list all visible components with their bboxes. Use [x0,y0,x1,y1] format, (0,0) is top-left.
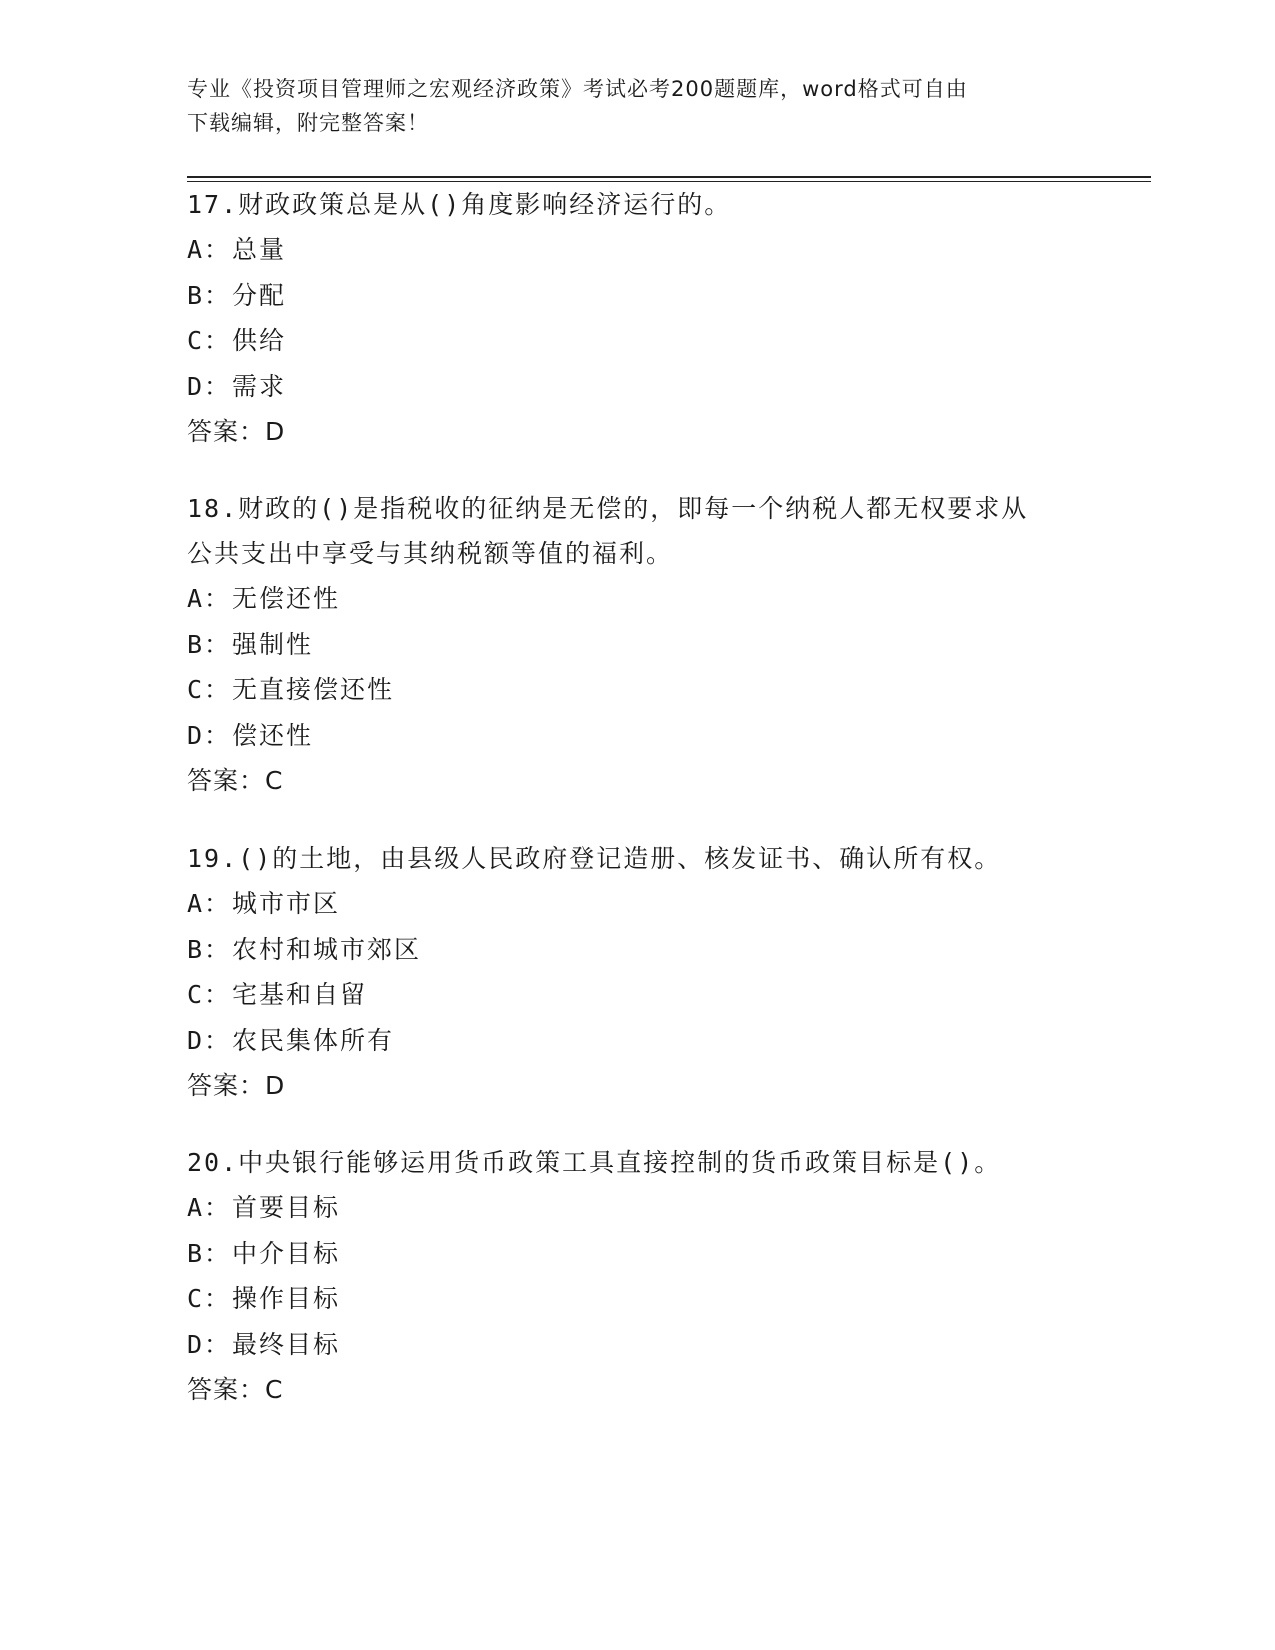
option-a [187,881,1087,927]
question-19 [187,836,1087,1109]
option-key: C： [187,326,232,355]
question-stem: 20.中央银行能够运用货币政策工具直接控制的货币政策目标是()。 [187,1148,1002,1177]
answer: 答案：C [187,766,284,795]
option-key: D： [187,371,232,401]
option-key: B： [187,629,232,659]
header-line-2: 下载编辑，附完整答案！ [187,111,429,135]
option-key: A： [187,584,232,613]
option-key: B： [187,280,232,310]
question-stem: 17.财政政策总是从()角度影响经济运行的。 [187,190,732,219]
option-d [187,364,1087,410]
option-a [187,227,1087,273]
option-key: B： [187,934,232,964]
option-key: A： [187,1193,232,1222]
option-a [187,1185,1087,1231]
option-text: 首要目标 [232,1193,341,1222]
option-a [187,576,1087,622]
option-d [187,713,1087,759]
option-text: 强制性 [232,629,314,659]
option-text: 总量 [232,235,287,264]
option-c [187,1276,1087,1322]
option-key: A： [187,889,232,918]
option-text: 最终目标 [232,1329,341,1359]
option-b [187,927,1087,973]
option-key: A： [187,235,232,264]
option-b [187,1231,1087,1277]
option-key: C： [187,1284,232,1313]
option-c [187,318,1087,364]
option-text: 宅基和自留 [232,980,368,1009]
header-divider [187,176,1151,178]
option-d [187,1322,1087,1368]
question-stem-line-2: 公共支出中享受与其纳税额等值的福利。 [187,539,674,568]
question-18 [187,486,1087,804]
option-text: 需求 [232,371,287,401]
option-key: B： [187,1238,232,1268]
answer: 答案：D [187,417,286,446]
option-text: 农村和城市郊区 [232,934,422,964]
option-text: 分配 [232,280,287,310]
option-key: C： [187,675,232,704]
option-d [187,1018,1087,1064]
option-key: D： [187,1329,232,1359]
option-key: D： [187,720,232,750]
question-17 [187,182,1087,455]
question-20 [187,1140,1087,1413]
option-c [187,667,1087,713]
question-stem-line-1: 18.财政的()是指税收的征纳是无偿的，即每一个纳税人都无权要求从 [187,494,1029,523]
option-key: D： [187,1025,232,1055]
option-text: 城市市区 [232,889,341,918]
option-b [187,273,1087,319]
option-text: 无偿还性 [232,584,341,613]
option-text: 操作目标 [232,1284,341,1313]
answer: 答案：C [187,1375,284,1404]
option-b [187,622,1087,668]
option-text: 中介目标 [232,1238,341,1268]
question-stem: 19.()的土地，由县级人民政府登记造册、核发证书、确认所有权。 [187,844,1002,873]
header-line-1: 专业《投资项目管理师之宏观经济政策》考试必考200题题库，word格式可自由 [187,77,968,101]
option-text: 农民集体所有 [232,1025,395,1055]
option-key: C： [187,980,232,1009]
answer: 答案：D [187,1071,286,1100]
option-text: 无直接偿还性 [232,675,395,704]
option-c [187,972,1087,1018]
option-text: 供给 [232,326,287,355]
document-header [187,72,1087,140]
option-text: 偿还性 [232,720,314,750]
